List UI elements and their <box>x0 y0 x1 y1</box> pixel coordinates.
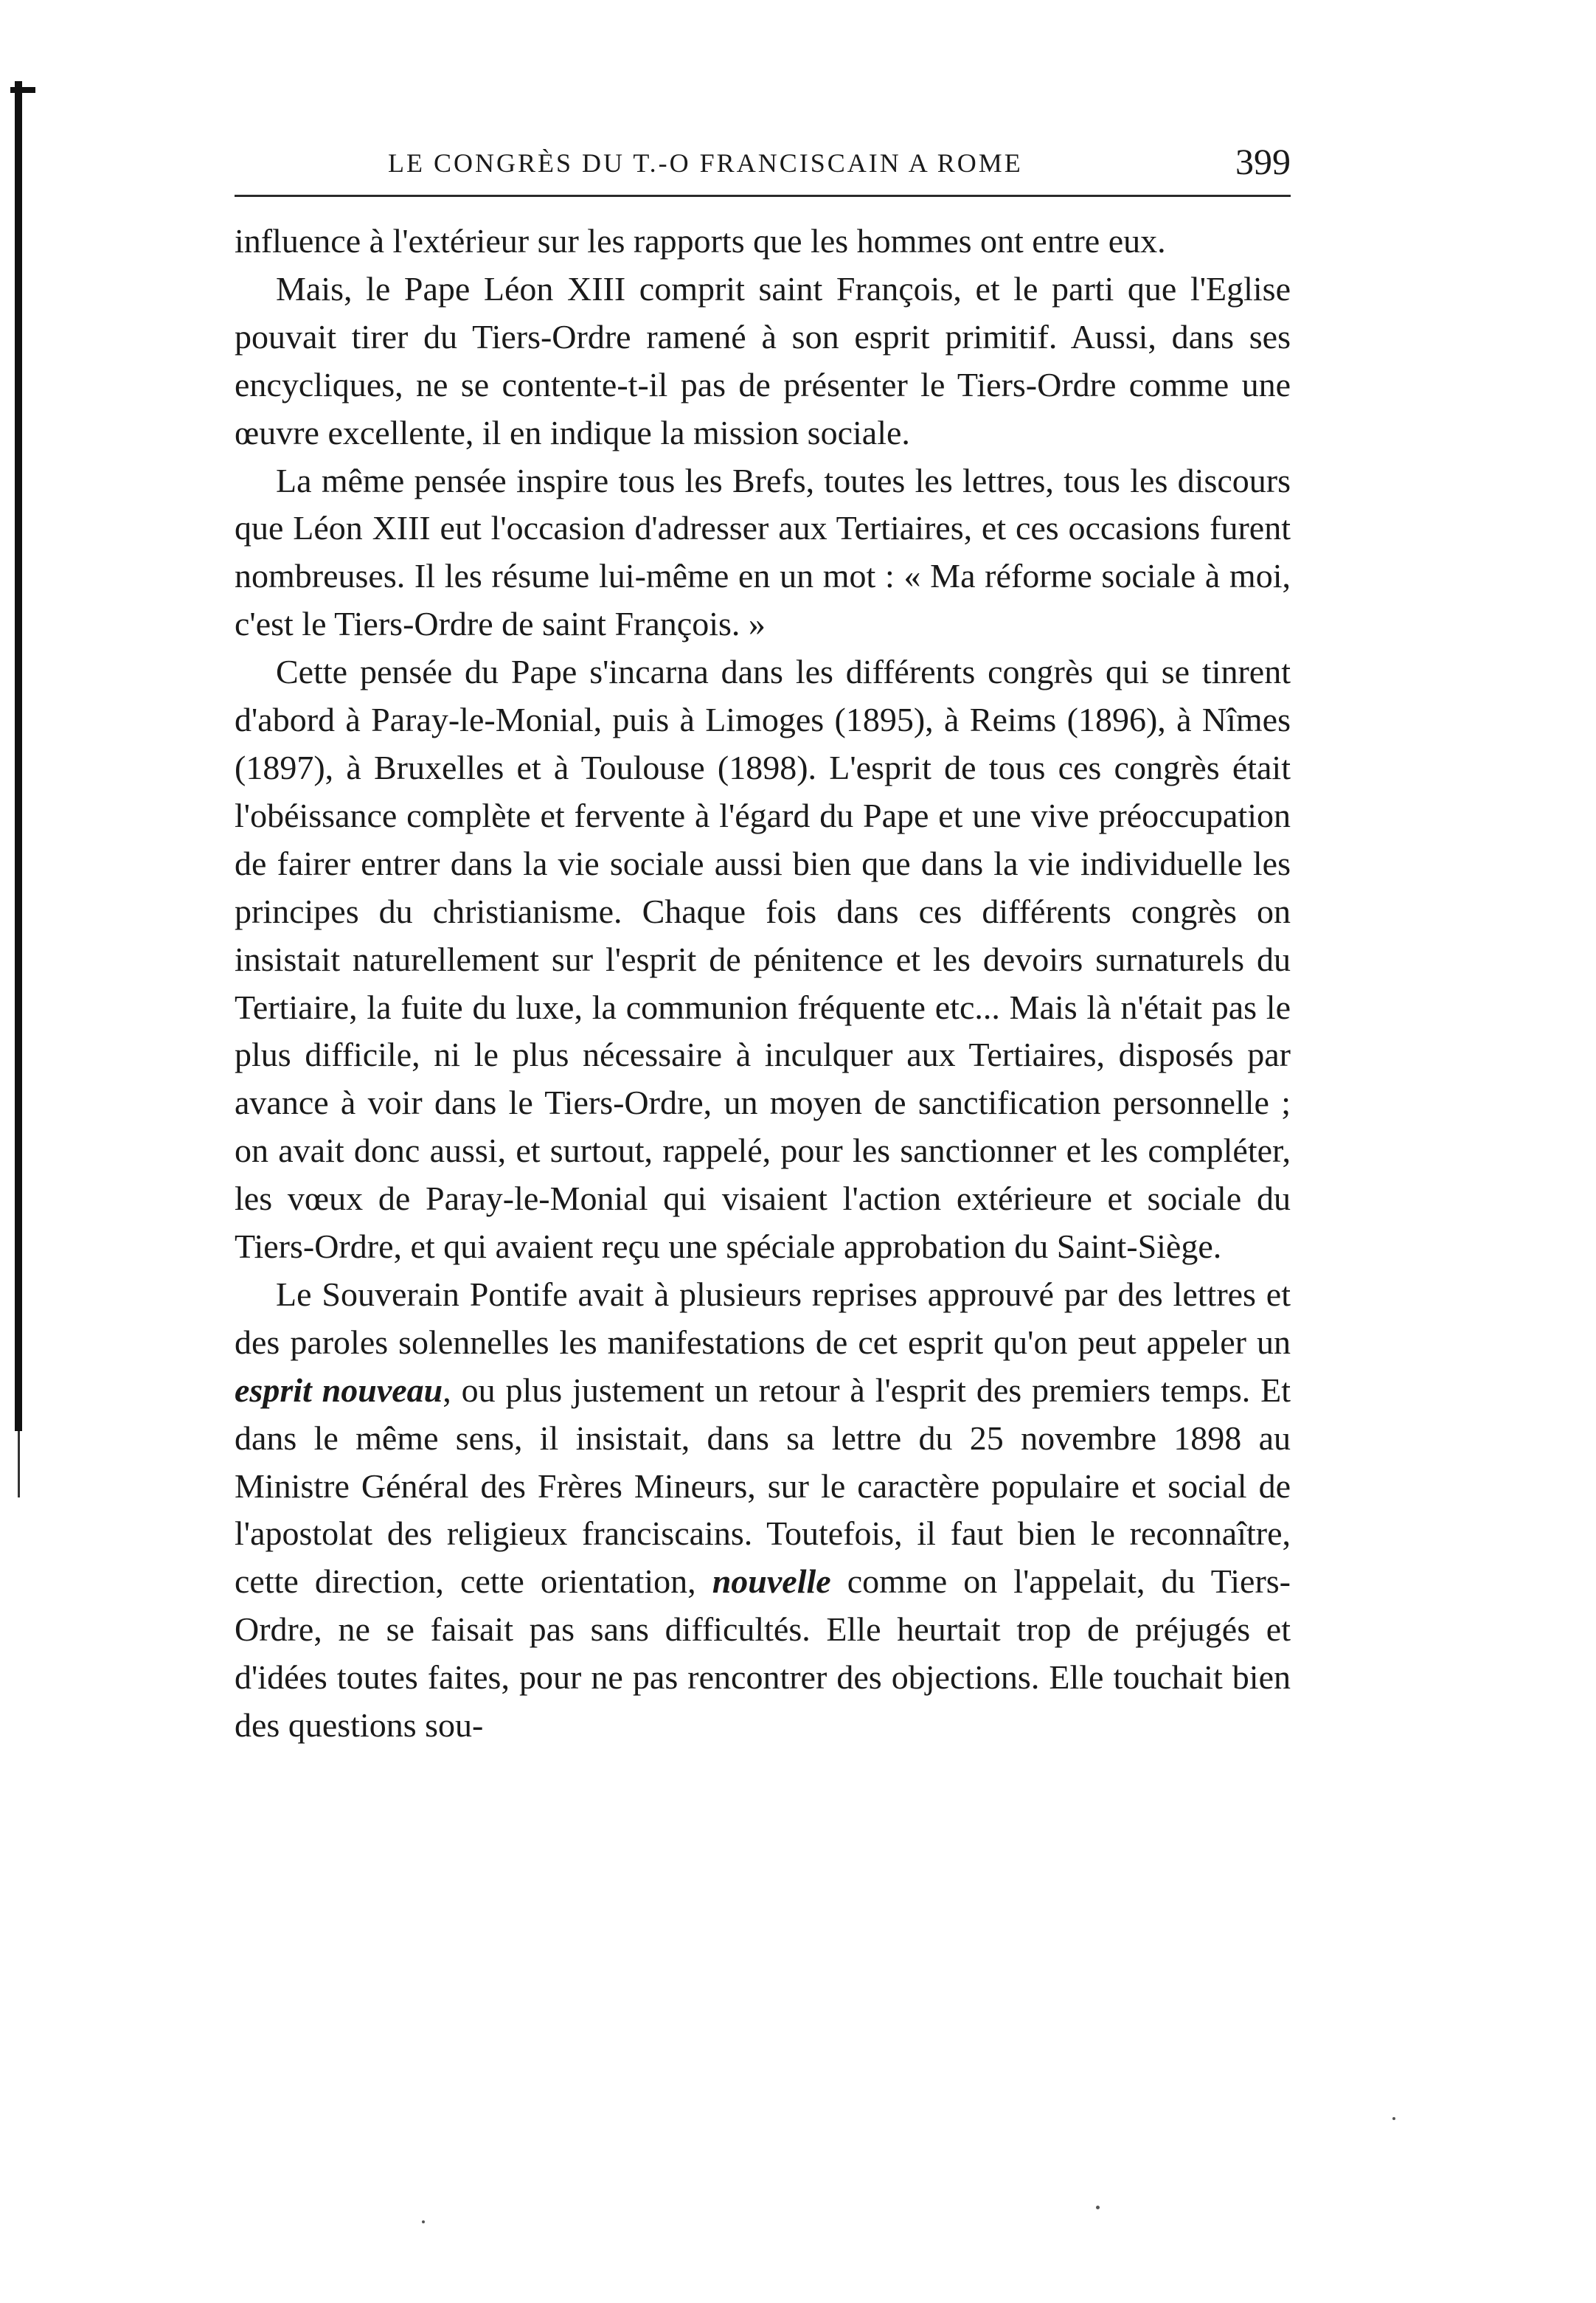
paragraph-2: Mais, le Pape Léon XIII comprit saint François, et le parti que l'Eglise pouvait tirer du Tiers-Ordre ramené à son esprit primitif. Aussi, dans ses encycliques, ne se contente-t-il pas de présenter le Tiers-Ordre comme une œuvre excellente, il en indique la mission sociale. <box>235 269 1291 451</box>
scan-speck <box>422 2220 425 2223</box>
paragraph-5 <box>235 1271 1291 1750</box>
scan-speck <box>1392 2117 1395 2120</box>
page-number: 399 <box>1235 141 1291 182</box>
page-header <box>235 140 1291 184</box>
body-text <box>235 218 1291 1750</box>
paragraph-5-part-3: comme on l'appelait, du Tiers-Ordre, ne se faisait pas sans difficultés. Elle heurtait trop de préjugés et d'idées toutes faites, pour ne pas rencontrer des objections. Elle touchait bien des questions sou- <box>235 1562 1291 1745</box>
paragraph-1: influence à l'extérieur sur les rapports que les hommes ont entre eux. <box>235 222 1166 260</box>
paragraph-3: La même pensée inspire tous les Brefs, toutes les lettres, tous les discours que Léon XIII eut l'occasion d'adresser aux Tertiaires, et ces occasions furent nombreuses. Il les résume lui-même en un mot : « Ma réforme sociale à moi, c'est le Tiers-Ordre de saint François. » <box>235 461 1291 643</box>
scan-speck <box>1096 2206 1100 2209</box>
paragraph-5-part-1: Le Souverain Pontife avait à plusieurs reprises approuvé par des lettres et des paroles solennelles les manifestations de cet esprit qu'on peut appeler un <box>235 1275 1291 1361</box>
scan-binding-edge <box>15 81 22 1431</box>
header-rule <box>235 195 1291 197</box>
paragraph-4: Cette pensée du Pape s'incarna dans les différents congrès qui se tinrent d'abord à Paray-le-Monial, puis à Limoges (1895), à Reims (1896), à Nîmes (1897), à Bruxelles et à Toulouse (1898). L'esprit de tous ces congrès était l'obéissance complète et fervente à l'égard du Pape et une vive préoccupation de fairer entrer dans la vie sociale aussi bien que dans la vie individuelle les principes du christianisme. Chaque fois dans ces différents congrès on insistait naturellement sur l'esprit de pénitence et les devoirs surnaturels du Tertiaire, la fuite du luxe, la communion fréquente etc... Mais là n'était pas le plus difficile, ni le plus nécessaire à inculquer aux Tertiaires, disposés par avance à voir dans le Tiers-Ordre, un moyen de sanctification personnelle ; on avait donc aussi, et surtout, rappelé, pour les sanctionner et les compléter, les vœux de Paray-le-Monial qui visaient l'action extérieure et sociale du Tiers-Ordre, et qui avaient reçu une spéciale approbation du Saint-Siège. <box>235 653 1291 1266</box>
emphasis-nouvelle: nouvelle <box>712 1562 831 1601</box>
scan-binding-edge-tail <box>18 1431 20 1497</box>
paragraph-5-part-2: , ou plus justement un retour à l'esprit des premiers temps. Et dans le même sens, il insistait, dans sa lettre du 25 novembre 1898 au Ministre Général des Frères Mineurs, sur le caractère populaire et social de l'apostolat des religieux franciscains. Toutefois, il faut bien le reconnaître, cette direction, cette orientation, <box>235 1371 1291 1601</box>
scan-binding-mark <box>10 87 35 93</box>
running-title: LE CONGRÈS DU T.-O FRANCISCAIN A ROME <box>388 148 1023 178</box>
emphasis-esprit-nouveau: esprit nouveau <box>235 1371 443 1409</box>
